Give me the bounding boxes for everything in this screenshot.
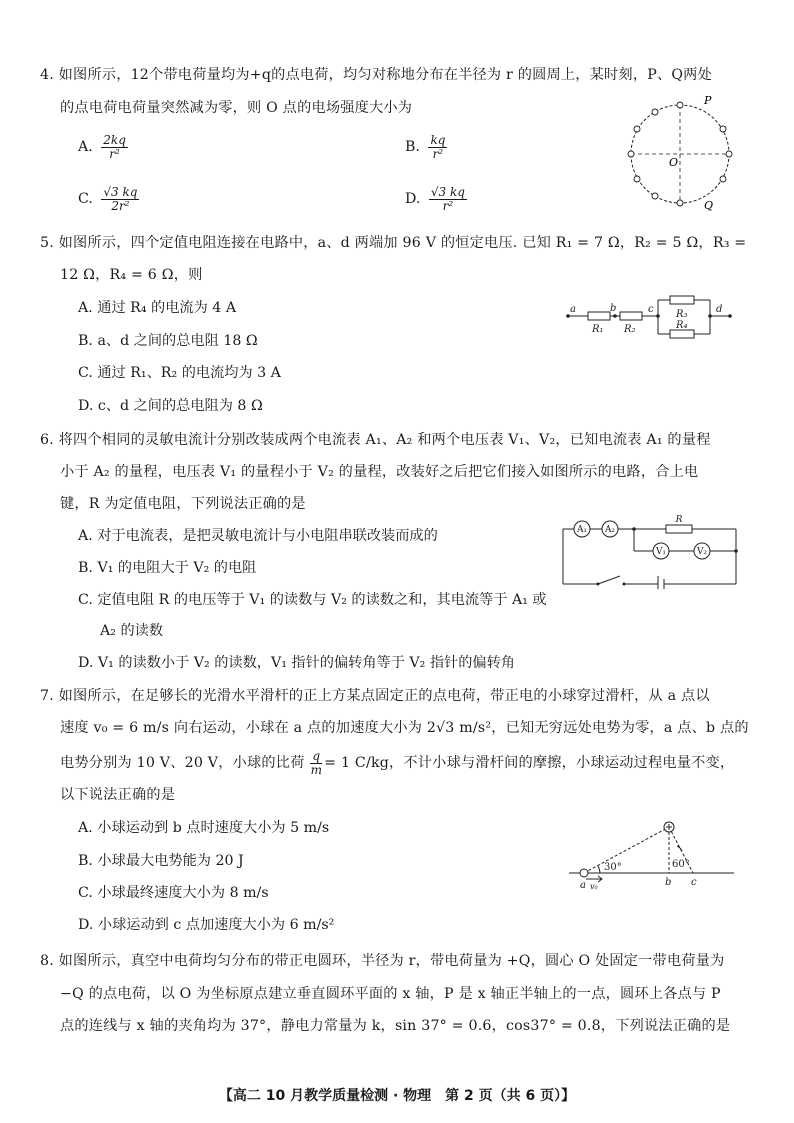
q7-rod-figure <box>564 815 739 890</box>
q6-option-d: D. V₁ 的读数小于 V₂ 的读数，V₁ 指针的偏转角等于 V₂ 指针的偏转角 <box>78 655 515 671</box>
q7-angle-60: 60° <box>672 859 690 870</box>
q7-option-d: D. 小球运动到 c 点加速度大小为 6 m/s² <box>78 917 335 933</box>
q5-option-c: C. 通过 R₁、R₂ 的电流均为 3 A <box>78 365 281 381</box>
q5-label-r4: R₄ <box>676 320 688 331</box>
q6-option-c-cont: A₂ 的读数 <box>100 623 164 639</box>
q6-option-a: A. 对于电流表，是把灵敏电流计与小电阻串联改装而成的 <box>78 528 438 544</box>
q7-angle-30: 30° <box>604 862 622 873</box>
q5-stem-line1: 5. 如图所示，四个定值电阻连接在电路中，a、d 两端加 96 V 的恒定电压. 已知 R₁ = 7 Ω，R₂ = 5 Ω，R₃ = <box>40 235 747 251</box>
q7-option-b: B. 小球最大电势能为 20 J <box>78 853 244 869</box>
q4-option-c-fraction: $\frac{√3 kq}{\text{2r²}}$ <box>103 185 138 213</box>
q5-label-a: a <box>570 304 576 315</box>
q6-meter-v1: V₁ <box>655 547 667 557</box>
q6-label-r: R <box>675 515 683 525</box>
q7-stem-line2: 速度 v₀ = 6 m/s 向右运动，小球在 a 点的加速度大小为 2√3 m/s²，已知无穷远处电势为零，a 点、b 点的 <box>60 720 749 736</box>
q7-label-b: b <box>665 877 672 888</box>
q7-label-v0: v₀ <box>590 882 598 890</box>
q4-label-q: Q <box>704 199 714 212</box>
q7-charge-mass-fraction: $\frac{q}{m}$ <box>310 749 323 777</box>
q7-option-a: A. 小球运动到 b 点时速度大小为 5 m/s <box>78 820 330 836</box>
q4-option-b: B. $\frac{kq}{\text{r²}}$ <box>405 133 446 161</box>
q5-label-r2: R₂ <box>624 324 636 335</box>
q4-label-p: P <box>704 94 712 107</box>
q6-stem-line3: 键，R 为定值电阻，下列说法正确的是 <box>60 496 306 512</box>
q4-label-o: O <box>669 156 679 169</box>
q4-option-b-fraction: $\frac{kq}{\text{r²}}$ <box>430 133 446 161</box>
q5-label-c: c <box>648 304 654 315</box>
q8-stem-line3: 点的连线与 x 轴的夹角均为 37°，静电力常量为 k，sin 37° = 0.6，cos37° = 0.8，下列说法正确的是 <box>60 1018 731 1034</box>
q6-option-b: B. V₁ 的电阻大于 V₂ 的电阻 <box>78 560 257 576</box>
q5-label-r3: R₃ <box>676 309 688 320</box>
q5-label-b: b <box>610 303 617 314</box>
q4-option-c: C. $\frac{√3 kq}{\text{2r²}}$ <box>78 185 138 213</box>
q5-option-d: D. c、d 之间的总电阻为 8 Ω <box>78 398 263 414</box>
q6-option-c: C. 定值电阻 R 的电压等于 V₁ 的读数与 V₂ 的读数之和，其电流等于 A₁ 或 <box>78 592 547 608</box>
q4-option-a-fraction: $\frac{2kq}{\text{r²}}$ <box>103 133 126 161</box>
q6-stem-line1: 6. 将四个相同的灵敏电流计分别改装成两个电流表 A₁、A₂ 和两个电压表 V₁、V₂，已知电流表 A₁ 的量程 <box>40 432 711 448</box>
q6-circuit-figure <box>558 514 743 589</box>
q4-stem-line1: 4. 如图所示，12个带电荷量均为+q的点电荷，均匀对称地分布在半径为 r 的圆周上，某时刻，P、Q两处 <box>40 67 712 83</box>
q7-stem-line4: 以下说法正确的是 <box>60 787 176 803</box>
q4-option-a: A. $\frac{2kq}{\text{r²}}$ <box>78 133 126 161</box>
q5-option-a: A. 通过 R₄ 的电流为 4 A <box>78 300 237 316</box>
q5-stem-line2: 12 Ω，R₄ = 6 Ω，则 <box>60 267 203 283</box>
q7-option-c: C. 小球最终速度大小为 8 m/s <box>78 885 269 901</box>
q5-label-d: d <box>716 304 723 315</box>
page-footer: 【高二 10 月教学质量检测 · 物理 第 2 页（共 6 页）】 <box>218 1088 576 1104</box>
q8-stem-line1: 8. 如图所示，真空中电荷均匀分布的带正电圆环，半径为 r，带电荷量为 +Q，圆心 O 处固定一带电荷量为 <box>40 953 725 969</box>
q8-stem-line2: −Q 的点电荷，以 O 为坐标原点建立垂直圆环平面的 x 轴，P 是 x 轴正半轴上的一点，圆环上各点与 P <box>60 986 721 1002</box>
q4-option-d: D. $\frac{√3 kq}{\text{r²}}$ <box>405 185 465 213</box>
q7-label-a: a <box>580 880 586 890</box>
q4-circle-figure <box>618 92 748 212</box>
q6-stem-line2: 小于 A₂ 的量程，电压表 V₁ 的量程小于 V₂ 的量程，改装好之后把它们接入如图所示的电路，合上电 <box>60 464 699 480</box>
q7-stem-line3: 电势分别为 10 V、20 V，小球的比荷 $\frac{q}{m}$ = 1 C/kg，不计小球与滑杆间的摩擦，小球运动过程电量不变， <box>60 749 735 777</box>
q6-meter-a1: A₁ <box>576 525 588 535</box>
q6-meter-v2: V₂ <box>696 547 708 557</box>
q4-stem-line2: 的点电荷电荷量突然减为零，则 O 点的电场强度大小为 <box>60 100 413 116</box>
q5-circuit-figure <box>560 290 740 350</box>
q7-stem-line1: 7. 如图所示，在足够长的光滑水平滑杆的正上方某点固定正的点电荷，带正电的小球穿过滑杆，从 a 点以 <box>40 688 710 704</box>
q7-label-c: c <box>691 877 697 888</box>
q5-option-b: B. a、d 之间的总电阻 18 Ω <box>78 333 258 349</box>
q4-option-d-fraction: $\frac{√3 kq}{\text{r²}}$ <box>430 185 465 213</box>
q5-label-r1: R₁ <box>592 324 604 335</box>
q6-meter-a2: A₂ <box>604 525 616 535</box>
